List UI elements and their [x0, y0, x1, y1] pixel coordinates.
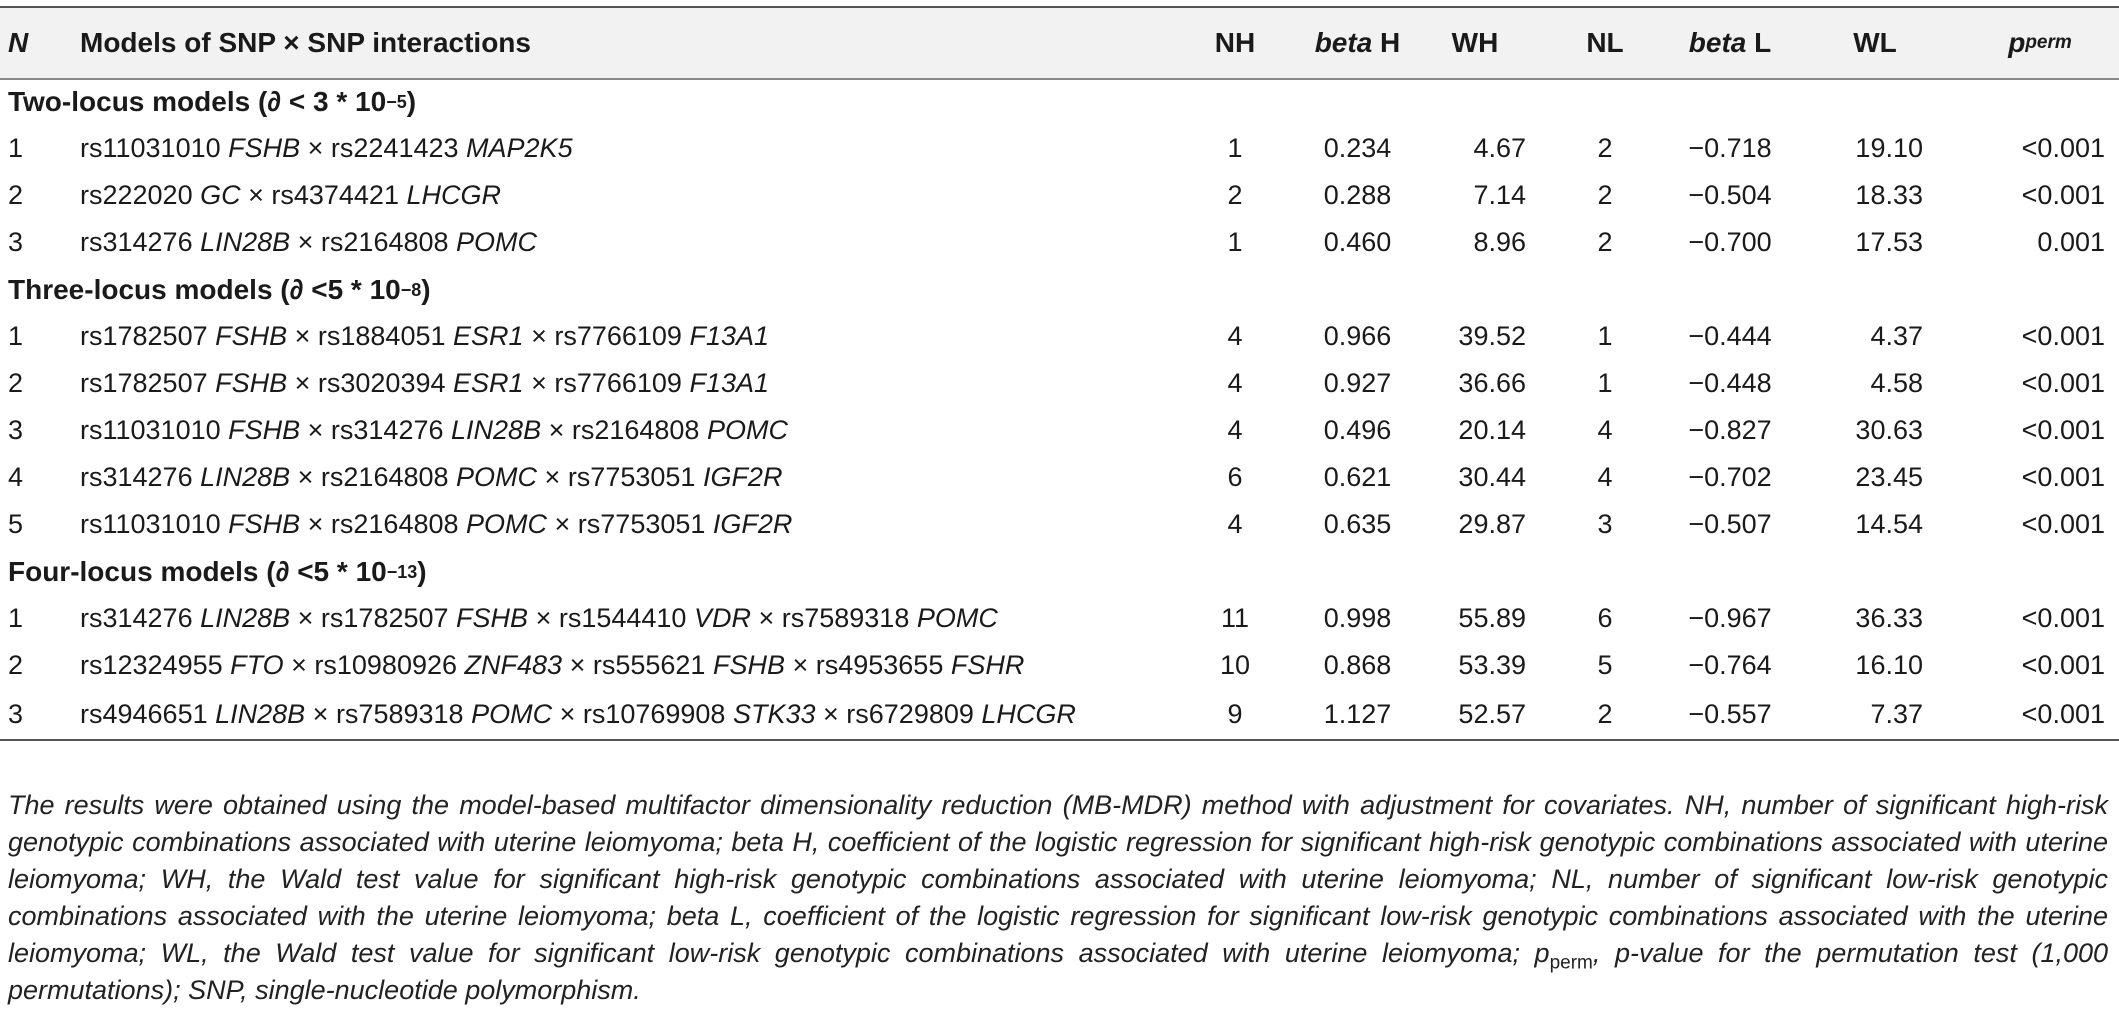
- table-row: [0, 454, 2119, 501]
- model-snp-text: × rs2241423: [300, 133, 467, 163]
- model-gene-name: IGF2R: [702, 462, 783, 492]
- cell-wh: 52.57: [1458, 698, 1526, 729]
- header-nl: NL: [1586, 27, 1624, 58]
- cell-n: 3: [8, 415, 24, 445]
- model-gene-name: FSHB: [712, 650, 785, 680]
- cell-wh: 8.96: [1473, 227, 1526, 257]
- table-row: [0, 642, 2119, 689]
- model-gene-name: POMC: [456, 227, 538, 257]
- model-gene-name: LIN28B: [200, 603, 291, 633]
- table-row: [0, 501, 2119, 548]
- cell-beta-l: −0.718: [1688, 133, 1772, 163]
- model-snp-text: × rs555621: [562, 650, 713, 680]
- table-row: [0, 595, 2119, 642]
- model-snp-text: rs222020: [80, 180, 201, 210]
- cell-nl: 3: [1597, 509, 1613, 539]
- cell-wh: 39.52: [1458, 321, 1526, 351]
- cell-beta-h: 0.234: [1323, 133, 1392, 163]
- model-snp-text: rs1782507: [80, 321, 216, 351]
- footnote-text-2: , p-value for the permutation test (1,000 permutations); SNP, single-nucleotide polymorphism.: [8, 938, 2109, 1005]
- model-gene-name: FSHR: [950, 650, 1025, 680]
- table-row: [0, 407, 2119, 454]
- model-snp-text: × rs1544410: [528, 603, 694, 633]
- cell-beta-l: −0.827: [1688, 415, 1772, 445]
- cell-beta-h: 0.868: [1323, 650, 1392, 680]
- cell-nl: 5: [1597, 650, 1613, 680]
- cell-nl: 2: [1597, 698, 1613, 729]
- section-title-row: [0, 78, 2119, 125]
- cell-nh: 11: [1220, 603, 1250, 633]
- model-gene-name: MAP2K5: [466, 133, 573, 163]
- table-header-row: [0, 8, 2119, 78]
- cell-n: 3: [8, 227, 24, 257]
- model-snp-text: × rs4374421: [240, 180, 407, 210]
- model-snp-text: × rs7766109: [523, 368, 690, 398]
- cell-n: 2: [8, 650, 24, 680]
- cell-model: [80, 689, 1076, 739]
- cell-nh: 1: [1227, 227, 1243, 257]
- cell-nh: 6: [1227, 462, 1243, 492]
- table-row: [0, 313, 2119, 360]
- cell-nl: 2: [1597, 227, 1613, 257]
- section-title: Two-locus models (∂ < 3 * 10 −5 ): [8, 85, 417, 117]
- cell-model: [80, 125, 573, 172]
- model-gene-name: LIN28B: [451, 415, 542, 445]
- model-snp-text: × rs7753051: [537, 462, 703, 492]
- cell-model: [80, 595, 998, 642]
- cell-nh: 4: [1227, 415, 1243, 445]
- model-snp-text: × rs7753051: [547, 509, 713, 539]
- cell-n: 4: [8, 462, 24, 492]
- cell-beta-l: −0.504: [1688, 180, 1772, 210]
- header-beta-l-letter: L: [1746, 27, 1772, 58]
- cell-nh: 2: [1227, 180, 1243, 210]
- cell-wl: 36.33: [1855, 603, 1923, 633]
- cell-nl: 2: [1597, 133, 1613, 163]
- cell-wh: 55.89: [1458, 603, 1526, 633]
- model-snp-text: rs11031010: [80, 509, 229, 539]
- header-beta-l-italic: beta: [1688, 27, 1747, 58]
- cell-p-perm: <0.001: [2021, 698, 2105, 729]
- model-gene-name: POMC: [706, 415, 788, 445]
- cell-nl: 6: [1597, 603, 1613, 633]
- model-snp-text: rs314276: [80, 603, 201, 633]
- model-snp-text: × rs10769908: [552, 698, 733, 729]
- model-snp-text: rs4946651: [80, 698, 216, 729]
- model-gene-name: ZNF483: [464, 650, 563, 680]
- cell-beta-h: 0.496: [1323, 415, 1392, 445]
- cell-p-perm: <0.001: [2021, 180, 2105, 210]
- section-title-close: ): [406, 85, 417, 117]
- model-snp-text: × rs4953655: [784, 650, 951, 680]
- header-model: Models of SNP × SNP interactions: [80, 27, 531, 58]
- model-snp-text: × rs3020394: [287, 368, 454, 398]
- model-gene-name: FSHB: [456, 603, 529, 633]
- header-wl: WL: [1853, 27, 1897, 58]
- table-row: [0, 125, 2119, 172]
- section-title-text: Two-locus models (∂ < 3 * 10: [8, 85, 387, 117]
- model-gene-name: F13A1: [689, 368, 770, 398]
- cell-p-perm: <0.001: [2021, 368, 2105, 398]
- model-gene-name: FSHB: [215, 368, 288, 398]
- cell-p-perm: 0.001: [2037, 227, 2105, 257]
- model-gene-name: FTO: [230, 650, 284, 680]
- model-snp-text: × rs2164808: [300, 509, 467, 539]
- header-nh: NH: [1214, 27, 1256, 58]
- cell-p-perm: <0.001: [2021, 321, 2105, 351]
- cell-wh: 7.14: [1473, 180, 1526, 210]
- footnote-sub: perm: [1549, 952, 1593, 974]
- model-gene-name: LIN28B: [200, 462, 291, 492]
- model-gene-name: IGF2R: [712, 509, 793, 539]
- header-wh: WH: [1451, 27, 1499, 58]
- cell-nl: 1: [1597, 368, 1613, 398]
- section-title-row: [0, 266, 2119, 313]
- model-gene-name: FSHB: [228, 509, 301, 539]
- cell-beta-l: −0.702: [1688, 462, 1772, 492]
- model-snp-text: × rs1782507: [290, 603, 457, 633]
- cell-nl: 4: [1597, 462, 1613, 492]
- footnote-text-1: The results were obtained using the model-based multifactor dimensionality reduction (MB-MDR) method with adjustment for covariates. NH, number of significant high-risk genotypic combinations associated with uterine leiomyoma; beta H, coefficient of the logistic regression for significant high-risk genotypic combinations associated with uterine leiomyoma; WH, the Wald test value for significant high-risk genotypic combinations associated with uterine leiomyoma; NL, number of significant low-risk genotypic combinations associated with the uterine leiomyoma; beta L, coefficient of the logistic regression for significant low-risk genotypic combinations associated with the uterine leiomyoma; WL, the Wald test value for significant low-risk genotypic combinations associated with uterine leiomyoma; p: [8, 790, 2108, 968]
- cell-n: 3: [8, 698, 24, 729]
- cell-n: 2: [8, 180, 24, 210]
- header-p-main: p: [2008, 27, 2026, 58]
- cell-beta-h: 0.621: [1323, 462, 1392, 492]
- section-title: Three-locus models (∂ <5 * 10 −8 ): [8, 273, 431, 305]
- cell-beta-l: −0.507: [1688, 509, 1772, 539]
- cell-p-perm: <0.001: [2021, 603, 2105, 633]
- model-gene-name: GC: [200, 180, 241, 210]
- cell-model: [80, 172, 501, 219]
- cell-wl: 16.10: [1855, 650, 1923, 680]
- cell-nh: 1: [1227, 133, 1243, 163]
- cell-model: [80, 454, 782, 501]
- model-snp-text: × rs10980926: [283, 650, 465, 680]
- section-title-text: Four-locus models (∂ <5 * 10: [8, 555, 387, 587]
- cell-model: [80, 313, 769, 360]
- cell-beta-h: 0.998: [1323, 603, 1392, 633]
- cell-wh: 30.44: [1458, 462, 1526, 492]
- cell-model: [80, 642, 1024, 689]
- cell-wl: 7.37: [1870, 698, 1923, 729]
- cell-nl: 1: [1597, 321, 1613, 351]
- cell-wl: 14.54: [1855, 509, 1923, 539]
- cell-wh: 20.14: [1458, 415, 1526, 445]
- model-snp-text: × rs2164808: [290, 227, 457, 257]
- cell-beta-h: 0.927: [1323, 368, 1392, 398]
- cell-model: [80, 501, 792, 548]
- model-gene-name: F13A1: [689, 321, 770, 351]
- model-snp-text: × rs2164808: [541, 415, 707, 445]
- model-snp-text: × rs7766109: [523, 321, 690, 351]
- cell-n: 1: [8, 133, 24, 163]
- cell-wl: 4.58: [1870, 368, 1923, 398]
- cell-p-perm: <0.001: [2021, 509, 2105, 539]
- cell-wl: 17.53: [1855, 227, 1923, 257]
- cell-n: 1: [8, 321, 24, 351]
- model-snp-text: rs314276: [80, 462, 201, 492]
- cell-wl: 19.10: [1855, 133, 1923, 163]
- cell-model: [80, 360, 769, 407]
- cell-nh: 4: [1227, 321, 1243, 351]
- cell-wh: 53.39: [1458, 650, 1526, 680]
- model-gene-name: STK33: [732, 698, 816, 729]
- results-table: [0, 8, 2119, 741]
- model-snp-text: rs1782507: [80, 368, 216, 398]
- model-gene-name: FSHB: [228, 133, 301, 163]
- model-gene-name: LHCGR: [981, 698, 1076, 729]
- cell-beta-h: 1.127: [1323, 698, 1392, 729]
- section-title-close: ): [421, 273, 431, 305]
- model-snp-text: rs11031010: [80, 415, 229, 445]
- model-gene-name: LHCGR: [406, 180, 501, 210]
- cell-nl: 2: [1597, 180, 1613, 210]
- section-title: Four-locus models (∂ <5 * 10 −13 ): [8, 555, 427, 587]
- header-beta-h-italic: beta: [1314, 27, 1373, 58]
- cell-nh: 9: [1227, 698, 1243, 729]
- cell-nl: 4: [1597, 415, 1613, 445]
- cell-model: [80, 219, 537, 266]
- table-row: [0, 360, 2119, 407]
- cell-p-perm: <0.001: [2021, 133, 2105, 163]
- cell-wh: 29.87: [1458, 509, 1526, 539]
- model-gene-name: LIN28B: [215, 698, 306, 729]
- cell-wh: 4.67: [1473, 133, 1526, 163]
- model-gene-name: FSHB: [215, 321, 288, 351]
- cell-beta-l: −0.557: [1688, 698, 1772, 729]
- model-snp-text: rs314276: [80, 227, 201, 257]
- header-beta-l: [1660, 8, 1800, 78]
- header-beta-h-letter: H: [1372, 27, 1401, 58]
- model-gene-name: LIN28B: [200, 227, 291, 257]
- cell-p-perm: <0.001: [2021, 415, 2105, 445]
- model-snp-text: × rs314276: [300, 415, 452, 445]
- model-gene-name: FSHB: [228, 415, 301, 445]
- cell-wl: 30.63: [1855, 415, 1923, 445]
- cell-wl: 4.37: [1870, 321, 1923, 351]
- model-snp-text: × rs6729809: [815, 698, 982, 729]
- model-gene-name: ESR1: [453, 321, 524, 351]
- model-gene-name: ESR1: [453, 368, 524, 398]
- cell-beta-h: 0.460: [1323, 227, 1392, 257]
- cell-n: 1: [8, 603, 24, 633]
- cell-model: [80, 407, 788, 454]
- model-gene-name: POMC: [466, 509, 548, 539]
- model-gene-name: VDR: [693, 603, 751, 633]
- cell-beta-h: 0.635: [1323, 509, 1392, 539]
- model-snp-text: × rs7589318: [750, 603, 917, 633]
- cell-p-perm: <0.001: [2021, 650, 2105, 680]
- model-snp-text: rs11031010: [80, 133, 229, 163]
- model-snp-text: × rs7589318: [305, 698, 472, 729]
- section-title-close: ): [417, 555, 427, 587]
- table-row: [0, 219, 2119, 266]
- model-gene-name: POMC: [456, 462, 538, 492]
- cell-p-perm: <0.001: [2021, 462, 2105, 492]
- cell-beta-l: −0.444: [1688, 321, 1772, 351]
- cell-beta-l: −0.764: [1688, 650, 1772, 680]
- model-gene-name: POMC: [471, 698, 553, 729]
- cell-beta-l: −0.700: [1688, 227, 1772, 257]
- header-n: N: [8, 27, 29, 58]
- cell-wl: 18.33: [1855, 180, 1923, 210]
- cell-wh: 36.66: [1458, 368, 1526, 398]
- cell-n: 2: [8, 368, 24, 398]
- cell-beta-l: −0.448: [1688, 368, 1772, 398]
- section-title-row: [0, 548, 2119, 595]
- cell-wl: 23.45: [1855, 462, 1923, 492]
- cell-beta-h: 0.966: [1323, 321, 1392, 351]
- model-snp-text: × rs2164808: [290, 462, 457, 492]
- cell-nh: 4: [1227, 368, 1243, 398]
- model-snp-text: rs12324955: [80, 650, 231, 680]
- section-title-text: Three-locus models (∂ <5 * 10: [8, 273, 401, 305]
- cell-beta-h: 0.288: [1323, 180, 1392, 210]
- cell-nh: 10: [1219, 650, 1251, 680]
- table-row: [0, 689, 2119, 741]
- cell-nh: 4: [1227, 509, 1243, 539]
- header-p-perm: p perm: [2008, 27, 2072, 58]
- header-beta-h: [1300, 8, 1415, 78]
- table-footnote: [8, 787, 2108, 1009]
- cell-n: 5: [8, 509, 24, 539]
- table-row: [0, 172, 2119, 219]
- model-gene-name: POMC: [916, 603, 998, 633]
- model-snp-text: × rs1884051: [287, 321, 454, 351]
- cell-beta-l: −0.967: [1688, 603, 1772, 633]
